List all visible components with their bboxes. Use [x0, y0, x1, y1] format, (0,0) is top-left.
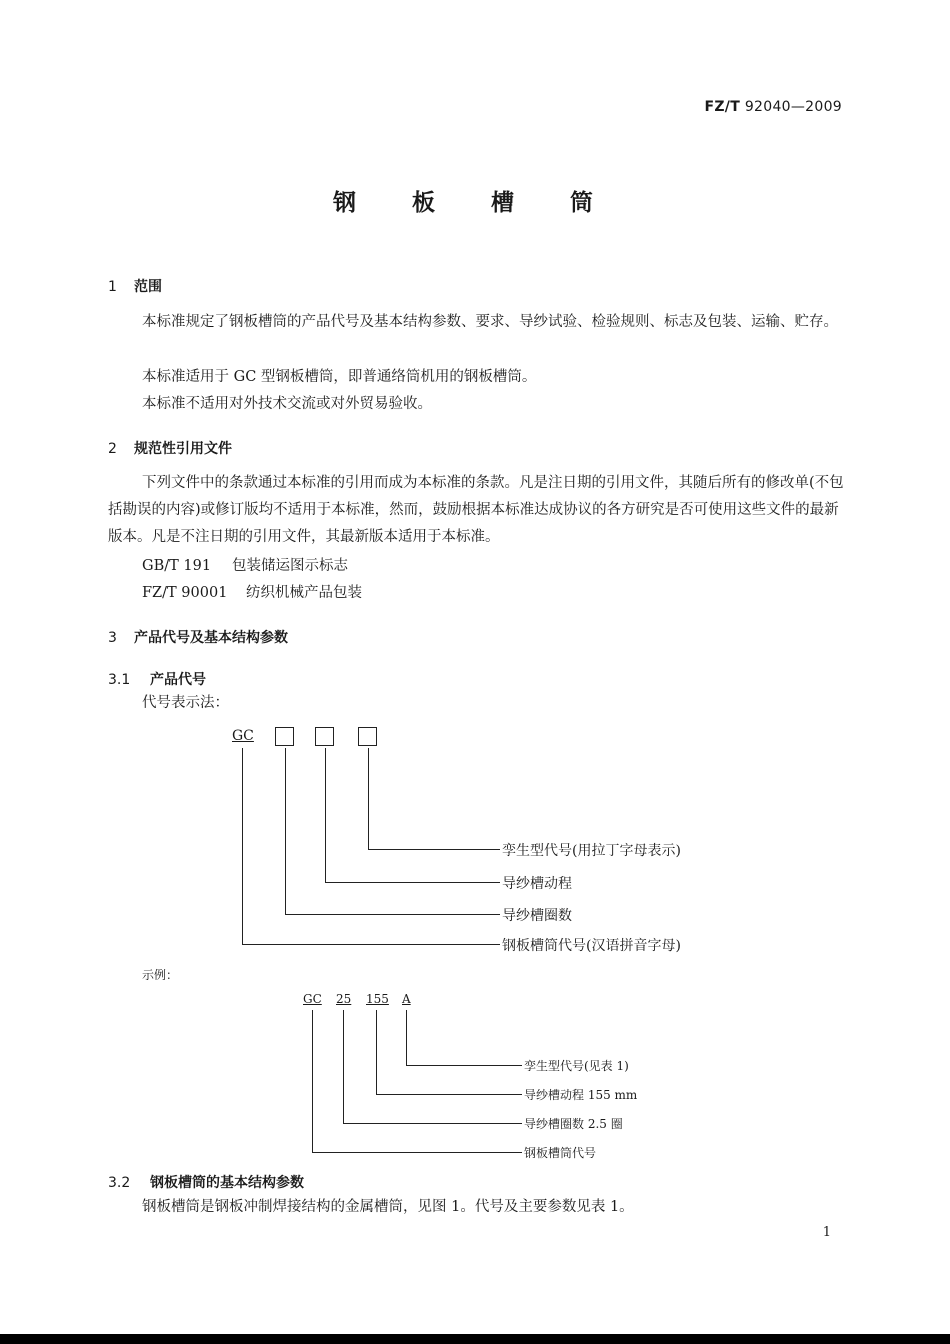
leader-line — [312, 1152, 522, 1153]
leader-line — [343, 1010, 344, 1123]
reference-item — [142, 553, 348, 580]
section-3-2-heading — [108, 1172, 304, 1192]
section-1-title: 范围 — [134, 279, 162, 295]
section-2-paragraph-1: 下列文件中的条款通过本标准的引用而成为本标准的条款。凡是注日期的引用文件，其随后所有的修改单(不包括勘误的内容)或修订版均不适用于本标准，然而，鼓励根据本标准达成协议的各方研究是否可使用这些文件的最新版本。凡是不注日期的引用文件，其最新版本适用于本标准。 — [108, 475, 844, 545]
leader-line — [406, 1065, 522, 1066]
section-1-paragraph-3: 本标准不适用对外技术交流或对外贸易验收。 — [142, 396, 432, 412]
section-3-title: 产品代号及基本结构参数 — [134, 630, 288, 646]
example-label-drum-code: 钢板槽筒代号 — [524, 1146, 597, 1160]
leader-line — [376, 1010, 377, 1094]
leader-line — [325, 882, 500, 883]
leader-line — [368, 748, 369, 849]
section-2-number: 2 — [108, 441, 117, 457]
example-part-gc: GC — [303, 992, 322, 1006]
diagram-prefix-gc: GC — [232, 728, 254, 744]
placeholder-box-1 — [275, 727, 294, 746]
leader-line — [242, 748, 243, 944]
section-3-heading — [108, 627, 288, 647]
page-bottom-edge — [0, 1334, 950, 1344]
section-3-2-number: 3.2 — [108, 1175, 131, 1191]
standard-code — [704, 99, 842, 115]
section-1-paragraph-1: 本标准规定了钢板槽筒的产品代号及基本结构参数、要求、导纱试验、检验规则、标志及包装、运输、贮存。 — [142, 314, 838, 330]
page-number: 1 — [822, 1225, 831, 1240]
placeholder-box-2 — [315, 727, 334, 746]
section-2-heading — [108, 438, 232, 458]
reference-item — [142, 580, 362, 607]
example-part-twin: A — [402, 992, 411, 1006]
standard-code-prefix: FZ/T — [704, 99, 741, 115]
example-label-traverse: 导纱槽动程 155 mm — [524, 1088, 638, 1102]
section-3-1-title: 产品代号 — [150, 672, 206, 688]
example-label: 示例： — [142, 968, 179, 982]
leader-line — [285, 914, 500, 915]
leader-line — [343, 1123, 522, 1124]
leader-line — [368, 849, 500, 850]
reference-title: 包装储运图示标志 — [232, 558, 348, 574]
section-1-number: 1 — [108, 279, 117, 295]
leader-line — [325, 748, 326, 882]
example-part-turns: 25 — [336, 992, 352, 1006]
section-3-2-title: 钢板槽筒的基本结构参数 — [150, 1175, 304, 1191]
reference-code: FZ/T 90001 — [142, 585, 228, 601]
example-part-traverse: 155 — [366, 992, 389, 1006]
leader-line — [406, 1010, 407, 1065]
diagram-label-turns: 导纱槽圈数 — [502, 908, 572, 924]
section-3-number: 3 — [108, 630, 117, 646]
diagram-label-traverse: 导纱槽动程 — [502, 876, 572, 892]
document-title: 钢 板 槽 筒 — [332, 190, 618, 216]
leader-line — [376, 1094, 522, 1095]
example-label-twin-code: 孪生型代号(见表 1) — [524, 1059, 629, 1073]
section-3-2-paragraph-1: 钢板槽筒是钢板冲制焊接结构的金属槽筒，见图 1。代号及主要参数见表 1。 — [142, 1199, 634, 1215]
leader-line — [285, 748, 286, 914]
leader-line — [312, 1010, 313, 1152]
diagram-label-drum-code: 钢板槽筒代号(汉语拼音字母) — [502, 938, 681, 954]
example-label-turns: 导纱槽圈数 2.5 圈 — [524, 1117, 623, 1131]
section-2-title: 规范性引用文件 — [134, 441, 232, 457]
section-3-1-heading — [108, 669, 206, 689]
section-1-paragraph-2: 本标准适用于 GC 型钢板槽筒，即普通络筒机用的钢板槽筒。 — [142, 369, 537, 385]
section-3-1-number: 3.1 — [108, 672, 131, 688]
reference-title: 纺织机械产品包装 — [246, 585, 362, 601]
placeholder-box-3 — [358, 727, 377, 746]
notation-intro: 代号表示法： — [142, 695, 229, 711]
section-1-heading — [108, 276, 162, 296]
leader-line — [242, 944, 500, 945]
diagram-label-twin-code: 孪生型代号(用拉丁字母表示) — [502, 843, 681, 859]
standard-code-number: 92040—2009 — [744, 99, 842, 115]
reference-code: GB/T 191 — [142, 558, 212, 574]
